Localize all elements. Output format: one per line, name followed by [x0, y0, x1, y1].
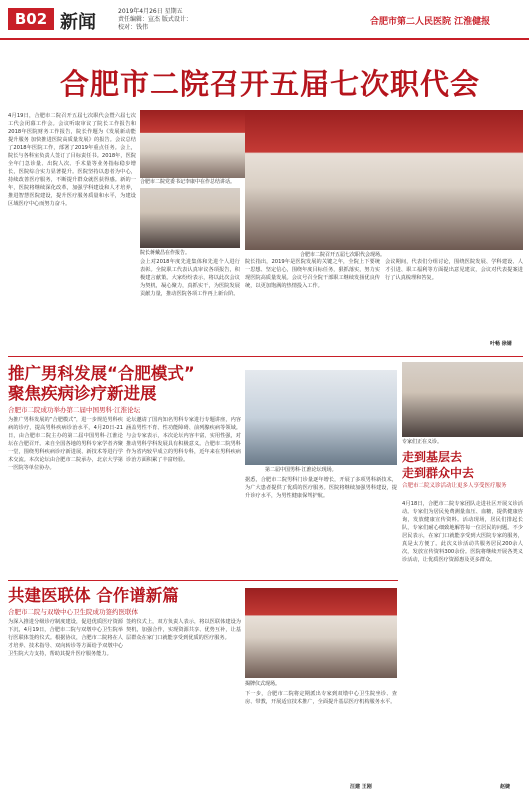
article1-author: 叶畅 徐婧	[490, 341, 512, 347]
photo-meeting	[245, 110, 523, 250]
photo-dean	[140, 188, 240, 248]
sidebar-title-line1: 走到基层去	[402, 450, 463, 464]
article3-col3: 下一步，合肥市二院将定期派出专家到双墩中心卫生院坐诊、查房、带教，开展适宜技术推广，全面提升基层医疗机构服务水平。	[245, 691, 397, 705]
sidebar-caption: 专家们正在义诊。	[402, 438, 523, 445]
hospital-brand: 合肥市第二人民医院 江淮健报	[370, 17, 491, 27]
article2-col1: 为推广男科发展的“合肥模式”，进一步规范男科疾病的诊疗，提高男科疾病诊治水平，4月20日-21日，由合肥市二院主办的第二届中国男科·江淮论坛在合肥召开。来自全国各地的男科专家学者齐聚一堂，围绕男科疾病诊疗新进展、新技术等进行学术交流。本次论坛由合肥市二院承办，北京大学第一医院等单位协办。	[8, 417, 123, 471]
photo-signing	[245, 588, 397, 678]
article3-caption: 揭牌仪式现场。	[245, 680, 397, 687]
date-line-3: 校对：钱伟	[118, 24, 149, 31]
article1-title: 合肥市二院召开五届七次职代会	[59, 67, 480, 101]
photo-forum	[245, 370, 397, 465]
section-title: 新闻	[60, 12, 96, 33]
article2-caption: 第二届中国男科·江淮论坛现场。	[265, 466, 395, 473]
sidebar-title-line2: 走到群众中去	[402, 466, 475, 480]
article1-col1: 4月19日，合肥市二院召开五届七次职代会暨六届七次工代会闭幕工作会。会议听取审议了院长工作报告和2018年医院财务工作报告，院长作题为《发展新动能 提升服务 加快推进医院高质量发展》的报告。会议总结了2018年医院工作，部署了2019年重点任务。会上，院长与各科室负责人签订了目标责任书。2018年，医院全年门急诊量、出院人次、手术量等业务指标稳步增长，医院综合实力显著提升。医院坚持以患者为中心，持续改善医疗服务，不断提升群众就医获得感。新的一年，医院将继续深化改革，加强学科建设和人才培养，推进智慧医院建设，提升医疗服务质量和水平，为建设区域医疗中心而努力奋斗。	[8, 113, 136, 207]
divider-1	[8, 356, 523, 357]
article3-author: 汪建 王刚	[350, 784, 372, 790]
article2-col2: 论坛邀请了国内知名男科专家进行专题讲座，内容涵盖男性不育、性功能障碍、前列腺疾病等领域。与会专家表示，本次论坛内容丰富，实用性强，对推动男科学科发展具有积极意义。合肥市二院男科作为省内较早成立的男科专科，近年来在男科疾病诊治方面积累了丰富经验。	[126, 417, 241, 463]
article3-title: 共建医联体 合作谱新篇	[8, 586, 179, 605]
sidebar-col: 4月18日，合肥市二院专家团队走进社区开展义诊活动。专家们为居民免费测量血压、血糖，提供健康咨询，发放健康宣传资料。活动现场，居民们排起长队，专家们耐心细致地解答每一位居民的问题。不少居民表示，在家门口就能享受到大医院专家的服务，真是太方便了。此次义诊活动共服务居民200余人次，发放宣传资料300余份。医院将继续开展各类义诊活动，让优质医疗资源惠及更多群众。	[402, 501, 523, 563]
caption-3: 合肥市二院召开五届七次职代会现场。	[300, 251, 480, 258]
article3-col2: 签约仪式上，双方负责人表示，将以医联体建设为契机，加强合作，实现资源共享、优势互补，让基层群众在家门口就能享受到优质的医疗服务。	[126, 619, 241, 641]
article3-subtitle: 合肥市二院与双墩中心卫生院成功签约医联体	[8, 608, 138, 616]
article1-col2: 会上对2018年度先进集体和先进个人进行表彰。全院职工代表认真审议各项报告，积极建言献策。大家纷纷表示，将以此次会议为契机，凝心聚力，真抓实干，为医院发展贡献力量，推动医院各项工作再上新台阶。	[140, 259, 240, 297]
header-rule	[0, 38, 529, 40]
article1-col4: 会议期间，代表们分组讨论，围绕医院发展、学科建设、人才引进、职工福利等方面提出意见建议，会议对代表提案进行了认真梳理和答复。	[385, 259, 523, 281]
article3-col1: 为深入推进分级诊疗制度建设，促进优质医疗资源下沉，4月19日，合肥市二院与双墩中心卫生院举行医联体签约仪式。根据协议，合肥市二院将在人才培养、技术指导、双向转诊等方面给予双墩中心卫生院大力支持，帮助其提升医疗服务能力。	[8, 619, 123, 657]
article2-col3: 据悉，合肥市二院男科门诊量逐年增长，开展了多项男科新技术，为广大患者提供了优质的医疗服务。医院将继续加强男科建设，提升诊疗水平，为男性健康保驾护航。	[245, 477, 397, 499]
date-line-1: 2019年4月26日 星期五	[118, 8, 183, 15]
caption-2: 院长蒋戴昌在作报告。	[140, 249, 240, 256]
date-line-2: 责任编辑：宣杰 版式设计：	[118, 16, 192, 23]
sidebar-author: 赵婕	[500, 784, 511, 790]
divider-2	[8, 580, 398, 581]
photo-free-clinic	[402, 362, 523, 437]
caption-1: 合肥市二院党委书记李康中在作总结讲话。	[140, 178, 275, 185]
page-number: B02	[8, 8, 54, 30]
article1-col3: 院长指出，2019年是医院发展的关键之年，全院上下要统一思想、坚定信心，围绕年度目标任务，狠抓落实，努力实现医院高质量发展。会议号召全院干部职工继续发扬优良传统，以更加饱满的热情投入工作。	[245, 259, 380, 289]
article2-title-line2: 聚焦疾病诊疗新进展	[8, 384, 157, 403]
article2-subtitle: 合肥市二院成功举办第二届中国男科·江淮论坛	[8, 406, 141, 414]
sidebar-subtitle: 合肥市二院义诊活动让更多人享受医疗服务	[402, 483, 507, 489]
date-block	[118, 8, 192, 32]
article2-title-line1: 推广男科发展“合肥模式”	[8, 364, 195, 383]
